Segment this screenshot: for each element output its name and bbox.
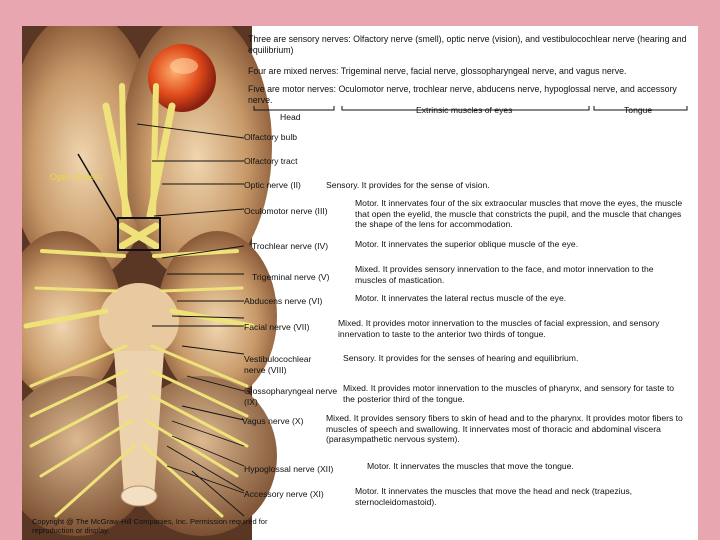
label-olfactory-tract: Olfactory tract xyxy=(244,156,298,166)
nerve-desc-vagus: Mixed. It provides sensory fibers to skin of head and to the pharynx. It provides motor fibers to muscles of speech and swallowing. It innervates most of thoracic and abdominal viscera (parasympathetic nervous system). xyxy=(326,413,683,445)
nerve-desc-oculomotor: Motor. It innervates four of the six extraocular muscles that move the eyes, the muscle that open the eyelid, the muscle that constricts the pupil, and the muscle that changes the shape of the lens for accommodation. xyxy=(355,198,683,230)
nerve-desc-optic: Sensory. It provides for the sense of vision. xyxy=(326,180,490,190)
nerve-name-optic: Optic nerve (II) xyxy=(244,180,301,190)
pons xyxy=(99,283,179,359)
spinal-cord xyxy=(121,486,157,506)
nerve-desc-facial: Mixed. It provides motor innervation to the muscles of facial expression, and sensory innervation to taste to the anterior two thirds of tongue. xyxy=(338,318,660,339)
nerve-name-facial: Facial nerve (VII) xyxy=(244,322,310,332)
nerve-desc-hypoglossal: Motor. It innervates the muscles that move the tongue. xyxy=(367,461,574,471)
nerve-name-vestibulocochlear: Vestibulocochlear nerve (VIII) xyxy=(244,354,312,375)
bracket-label-tongue: Tongue xyxy=(624,105,653,115)
motor-nerves-summary: Five are motor nerves: Oculomotor nerve, trochlear nerve, abducens nerve, hypoglossal nerve, and accessory nerve. xyxy=(248,84,677,105)
nerve-name-glossopharyngeal: Glossopharyngeal nerve (IX) xyxy=(244,386,338,407)
nerve-desc-vestibulocochlear: Sensory. It provides for the senses of hearing and equilibrium. xyxy=(343,353,579,363)
slide xyxy=(22,26,698,540)
bracket-label-head: Head xyxy=(280,112,301,122)
nerve-name-trochlear: Trochlear nerve (IV) xyxy=(252,241,329,251)
sensory-nerves-summary: Three are sensory nerves: Olfactory nerve (smell), optic nerve (vision), and vestibulocochlear nerve (hearing and equilibrium) xyxy=(248,34,687,55)
label-olfactory-bulb: Olfactory bulb xyxy=(244,132,298,142)
nerve-name-abducens: Abducens nerve (VI) xyxy=(244,296,323,306)
bracket-label-extrinsic-eye-muscles: Extrinsic muscles of eyes xyxy=(416,105,513,115)
label-optic-chiasm: Optic chiasm xyxy=(50,172,103,182)
nerve-desc-glossopharyngeal: Mixed. It provides motor innervation to the muscles of pharynx, and sensory for taste to the posterior third of the tongue. xyxy=(343,383,675,404)
nerve-name-vagus: Vagus nerve (X) xyxy=(242,416,304,426)
nerve-desc-trigeminal: Mixed. It provides sensory innervation to the face, and motor innervation to the muscles of mastication. xyxy=(355,264,654,285)
nerve-desc-abducens: Motor. It innervates the lateral rectus muscle of the eye. xyxy=(355,293,567,303)
mixed-nerves-summary: Four are mixed nerves: Trigeminal nerve, facial nerve, glossopharyngeal nerve, and vagus nerve. xyxy=(248,66,627,76)
nerve-name-trigeminal: Trigeminal nerve (V) xyxy=(252,272,330,282)
nerve-name-hypoglossal: Hypoglossal nerve (XII) xyxy=(244,464,334,474)
nerve-name-oculomotor: Oculomotor nerve (III) xyxy=(244,206,328,216)
nerve-name-accessory: Accessory nerve (XI) xyxy=(244,489,324,499)
copyright-notice: Copyright @ The McGraw-Hill Companies, Inc. Permission required for reproduction or display. xyxy=(32,517,268,535)
nerve-desc-trochlear: Motor. It innervates the superior oblique muscle of the eye. xyxy=(355,239,579,249)
nerve-desc-accessory: Motor. It innervates the muscles that move the head and neck (trapezius, sternocleidomastoid). xyxy=(355,486,633,507)
